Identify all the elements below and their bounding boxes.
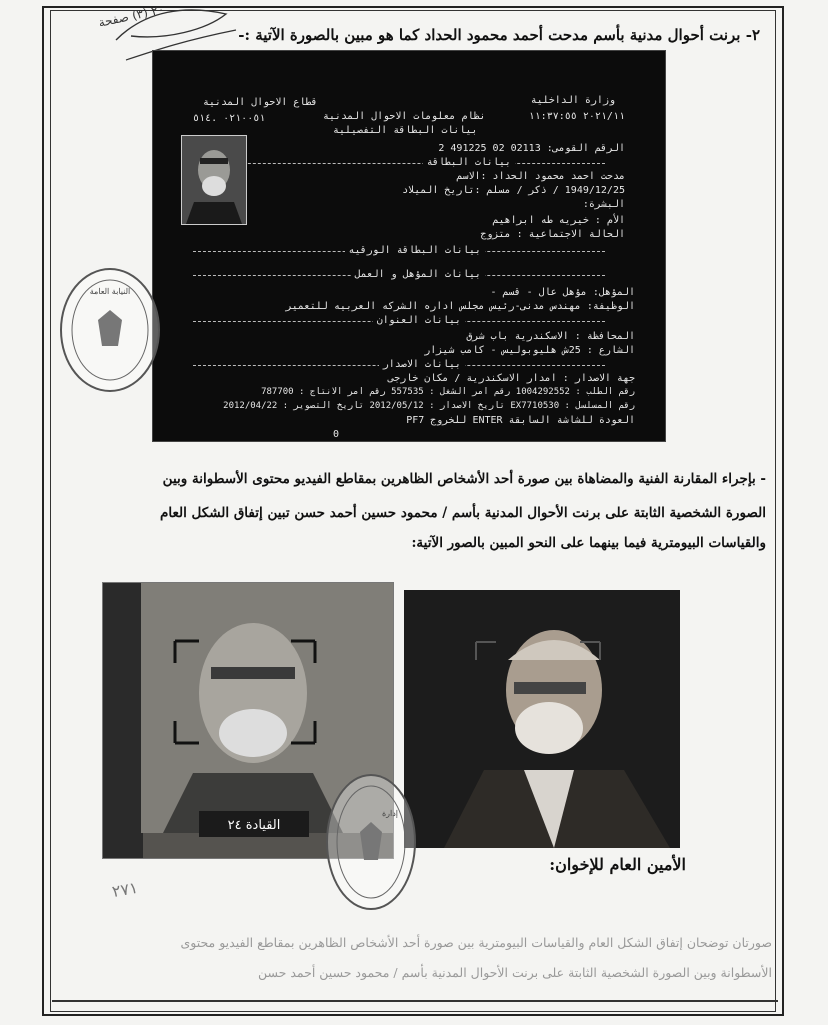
id-system: نظام معلومات الاحوال المدنية (323, 111, 486, 122)
id-issue-title: بيانات الاصدار (379, 359, 465, 370)
id-national-number: 2 491225 02 02113 :الرقم القومى (438, 143, 625, 154)
id-work-title: بيانات المؤهل و العمل (351, 269, 485, 280)
id-job: الوظيفة: مهندس مدنى-رئيس مجلس اداره الشركه العربيه للتعمير (285, 301, 635, 312)
id-address-title: بيانات العنوان (373, 315, 465, 326)
id-details-title: بيانات البطاقة التفصيلية (333, 125, 478, 136)
civil-id-record (152, 50, 666, 442)
id-sector: قطاع الاحوال المدنية (203, 97, 318, 108)
id-marital: الحالة الاجتماعية : متزوج (480, 229, 625, 240)
id-ministry: وزارة الداخلية (530, 95, 615, 106)
faded-caption-line-2: الأسطوانة وبين الصورة الشخصية الثابتة على برنت الأحوال المدنية بأسم / محمود حسين أحمد حسن (257, 965, 772, 980)
comparison-paragraph-line-1: - بإجراء المقارنة الفنية والمضاهاة بين صورة أحد الأشخاص الظاهرين بمقاطع الفيديو محتوى الأسطوانة وبين (162, 471, 766, 487)
comparison-paragraph-line-2: الصورة الشخصية الثابتة على برنت الأحوال المدنية بأسم / محمود حسين أحمد حسن تبين إتفاق الشكل العام (159, 505, 766, 521)
id-card-data-title: بيانات البطاقة (423, 157, 515, 168)
id-code: ٠٢١٠٠٥١ .٥١٤ (193, 113, 266, 124)
id-paper-title: بيانات البطاقة الورقيه (345, 245, 485, 256)
official-stamp-left (60, 268, 160, 392)
id-mother: الأم : خيريه طه ابراهيم (492, 215, 625, 226)
comparison-paragraph-line-3: والقياسات البيومترية فيما بينهما على النحو المبين بالصور الآتية: (411, 535, 766, 551)
id-qualification: المؤهل: مؤهل عال - قسم - (490, 287, 635, 298)
id-divider (193, 163, 605, 164)
id-birth: 1949/12/25 / ذكر / مسلم :تاريخ الميلاد (402, 185, 625, 196)
id-governorate: المحافظة : الاسكندرية باب شرق (466, 331, 635, 342)
faded-caption-line-1: صورتان توضحان إتفاق الشكل العام والقياسات البيومترية بين صورة أحد الأشخاص الظاهرين بمقاطع الفيديو محتوى (180, 935, 772, 950)
stamp-right-text: إدارة (381, 809, 399, 818)
id-request-numbers: رقم الطلب : 1004292552 رقم امر الشغل : 557535 رقم امر الانتاج : 787700 (261, 387, 635, 397)
id-name: مدحت احمد محمود الحداد :الاسم (456, 171, 625, 182)
id-portrait-photo (181, 135, 247, 225)
id-nav-hint: العودة للشاشة السابقة ENTER للخروج PF7 (406, 415, 635, 426)
section-heading: ٢- برنت أحوال مدنية بأسم مدحت أحمد محمود الحداد كما هو مبين بالصورة الآتية :- (238, 26, 760, 44)
signature-text: ٢٠ (٣) صفحة (97, 2, 166, 30)
reference-photo (404, 590, 680, 848)
id-footer-digit: 0 (333, 429, 340, 440)
handwritten-page-number: ٢٧١ (110, 877, 140, 902)
id-datetime: ٢٠٢١/١١ ١١:٣٧:٥٥ (528, 111, 625, 122)
id-skin: البشرة: (582, 199, 625, 210)
video-frame-label: القيادة ٢٤ (227, 818, 281, 833)
page-bottom-rule (52, 1000, 778, 1002)
id-issuer: جهة الاصدار : امدار الاسكندرية / مكان خارجى (388, 373, 635, 384)
id-serial-dates: رقم المسلسل : EX7710530 تاريخ الاصدار : 2012/05/12 تاريخ التصوير : 2012/04/22 (223, 401, 635, 411)
official-stamp-right (326, 774, 416, 910)
id-street: الشارع : 25ش هليوبوليس - كامب شيزار (424, 345, 635, 356)
photo-caption: الأمين العام للإخوان: (549, 855, 686, 874)
stamp-left-text: النيابة العامة (89, 287, 131, 296)
